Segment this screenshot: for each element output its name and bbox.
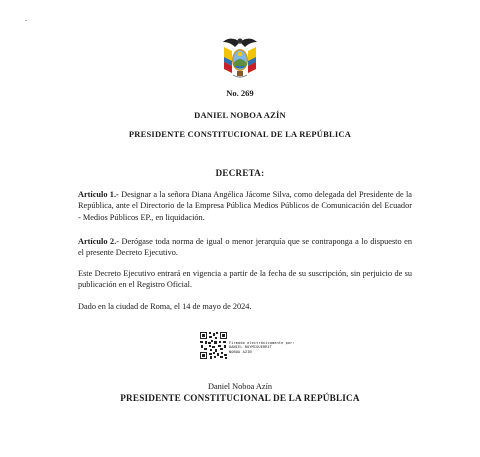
decree-number: No. 269 xyxy=(226,88,254,98)
article-1-text: Designar a la señora Diana Angélica Jácome Silva, como delegada del Presidente de la República, ante el Directorio de la Empresa Pública Medios Públicos de Comunicación del Ecuador - Medios Públicos EP., en liquidación. xyxy=(78,190,412,222)
issuer-title: PRESIDENTE CONSTITUCIONAL DE LA REPÚBLICA xyxy=(128,129,352,139)
stamp-line-2: DANIEL ROYMIGUERRIT xyxy=(229,345,273,350)
article-2 xyxy=(78,236,412,259)
place-date: Dado en la ciudad de Roma, el 14 de mayo de 2024. xyxy=(78,302,252,311)
signer-name: Daniel Noboa Azín xyxy=(207,382,273,391)
article-2-text: Derógase toda norma de igual o menor jerarquía que se contraponga a lo dispuesto en el presente Decreto Ejecutivo. xyxy=(78,237,412,258)
signer-title: PRESIDENTE CONSTITUCIONAL DE LA REPÚBLICA xyxy=(120,393,360,403)
stamp-line-1: Firmado electrónicamente por: xyxy=(229,341,295,345)
electronic-signature-stamp xyxy=(229,341,295,354)
coat-of-arms-seal xyxy=(221,33,259,79)
article-2-label: Artículo 2.- xyxy=(78,237,119,246)
stamp-line-3: NOBOA AZIN xyxy=(229,349,252,354)
validity-clause: Este Decreto Ejecutivo entrará en vigencia a partir de la fecha de su suscripción, sin perjuicio de su publicación en el Registro Oficial. xyxy=(78,269,412,290)
article-1 xyxy=(78,189,412,223)
decree-heading: DECRETA: xyxy=(215,168,265,178)
signature-qr-code xyxy=(200,332,227,359)
article-1-label: Artículo 1.- xyxy=(78,190,119,199)
scan-mark xyxy=(25,20,27,21)
issuer-name: DANIEL NOBOA AZÍN xyxy=(194,110,286,120)
